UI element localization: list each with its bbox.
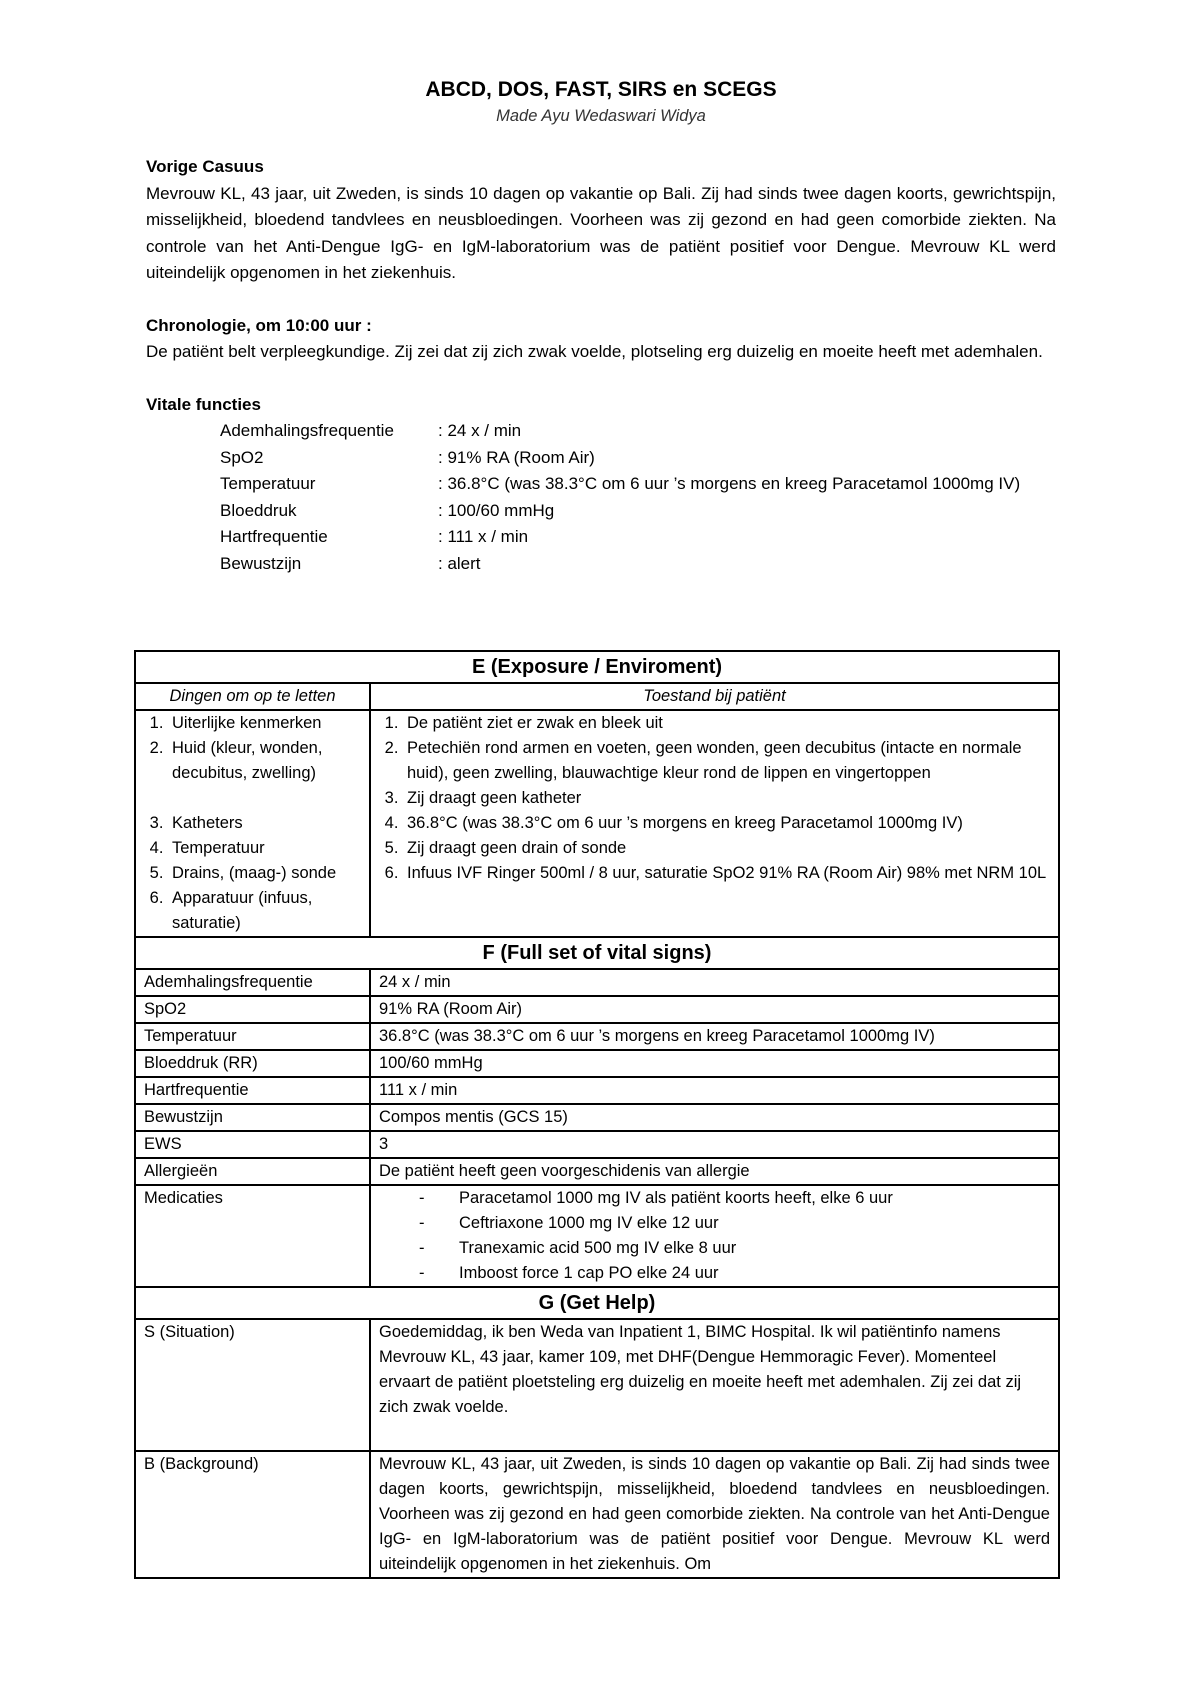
table-row <box>135 1451 1059 1578</box>
exposure-item: 1. Uiterlijke kenmerken <box>168 711 361 736</box>
vital-value: : 24 x / min <box>438 421 522 440</box>
background-text: Mevrouw KL, 43 jaar, uit Zweden, is sinds 10 dagen op vakantie op Bali. Zij had sinds twee dagen koorts, gewrichtspijn, misselijkheid, bloedend tandvlees en neusbloedingen. Voorheen was zij gezond en had geen comorbide ziekten. Na controle van het Anti-Dengue IgG- en IgM-laboratorium was de patiënt positief voor Dengue. Mevrouw KL werd uiteindelijk opgenomen in het ziekenhuis. Om <box>370 1451 1059 1578</box>
exposure-status-item: 5. Zij draagt geen drain of sonde <box>403 836 1050 861</box>
exposure-status-cell <box>370 710 1059 937</box>
document-author: Made Ayu Wedaswari Widya <box>496 107 706 125</box>
row-value: De patiënt heeft geen voorgeschidenis van allergie <box>370 1158 1059 1185</box>
exposure-item: 3. Katheters <box>168 811 361 836</box>
row-value: 24 x / min <box>370 969 1059 996</box>
row-label: SpO2 <box>135 996 370 1023</box>
vital-signs-heading: F (Full set of vital signs) <box>135 937 1059 969</box>
vital-label: Bloeddruk <box>220 500 297 520</box>
vital-label: Temperatuur <box>220 474 316 493</box>
document-body <box>146 76 1056 577</box>
row-label: Ademhalingsfrequentie <box>135 969 370 996</box>
document-title: ABCD, DOS, FAST, SIRS en SCEGS <box>425 78 777 101</box>
exposure-status-item: 2. Petechiën rond armen en voeten, geen wonden, geen decubitus (intacte en normale huid), geen zwelling, blauwachtige kleur rond de lippen en vingertoppen <box>403 736 1050 786</box>
vital-row <box>220 498 1056 525</box>
medication-item: - Ceftriaxone 1000 mg IV elke 12 uur <box>419 1211 1050 1236</box>
exposure-status-item: 6. Infuus IVF Ringer 500ml / 8 uur, saturatie SpO2 91% RA (Room Air) 98% met NRM 10L <box>403 861 1050 886</box>
row-label: Temperatuur <box>135 1023 370 1050</box>
table-row <box>135 1131 1059 1158</box>
vital-value: : alert <box>438 553 481 573</box>
row-label: EWS <box>135 1131 370 1158</box>
table-row <box>135 1185 1059 1287</box>
row-label: Hartfrequentie <box>135 1077 370 1104</box>
row-value: 36.8°C (was 38.3°C om 6 uur ’s morgens en kreeg Paracetamol 1000mg IV) <box>370 1023 1059 1050</box>
row-label: Allergieën <box>135 1158 370 1185</box>
table-row <box>135 1023 1059 1050</box>
row-value: 91% RA (Room Air) <box>370 996 1059 1023</box>
medication-item: - Tranexamic acid 500 mg IV elke 8 uur <box>419 1236 1050 1261</box>
medications-cell <box>370 1185 1059 1287</box>
vitals-heading: Vitale functies <box>146 394 261 414</box>
vital-value: : 111 x / min <box>438 527 529 546</box>
vital-row <box>220 418 1056 445</box>
chronology-text: De patiënt belt verpleegkundige. Zij zei dat zij zich zwak voelde, plotseling erg duizelig en moeite heeft met ademhalen. <box>146 342 1043 361</box>
row-value: Compos mentis (GCS 15) <box>370 1104 1059 1131</box>
table-row <box>135 1050 1059 1077</box>
table-row <box>135 1158 1059 1185</box>
vital-row <box>220 524 1056 551</box>
vital-row <box>220 471 1056 498</box>
exposure-items-cell <box>135 710 370 937</box>
situation-text: Goedemiddag, ik ben Weda van Inpatient 1, BIMC Hospital. Ik wil patiëntinfo namens Mevrouw KL, 43 jaar, kamer 109, met DHF(Dengue Hemmoragic Fever). Momenteel ervaart de patiënt ploetsteling erg duizelig en moeite heeft met ademhalen. Zij zei dat zij zich zwak voelde. <box>370 1319 1059 1451</box>
assessment-table <box>134 650 1060 1579</box>
exposure-item: 5. Drains, (maag-) sonde <box>168 861 361 886</box>
exposure-heading: E (Exposure / Enviroment) <box>135 651 1059 683</box>
exposure-status-item: 3. Zij draagt geen katheter <box>403 786 1050 811</box>
table-row <box>135 969 1059 996</box>
table-row <box>135 1319 1059 1451</box>
exposure-status <box>379 711 1050 886</box>
vital-value: : 100/60 mmHg <box>438 500 555 520</box>
row-label: Bloeddruk (RR) <box>135 1050 370 1077</box>
vital-label: SpO2 <box>220 447 264 467</box>
row-value: 100/60 mmHg <box>370 1050 1059 1077</box>
row-value: 3 <box>370 1131 1059 1158</box>
get-help-heading: G (Get Help) <box>135 1287 1059 1319</box>
medications-label: Medicaties <box>135 1185 370 1287</box>
background-label: B (Background) <box>135 1451 370 1578</box>
medication-item: - Imboost force 1 cap PO elke 24 uur <box>419 1261 1050 1286</box>
column-header-status: Toestand bij patiënt <box>370 683 1059 710</box>
table-row <box>135 996 1059 1023</box>
chronology-heading: Chronologie, om 10:00 uur : <box>146 315 372 335</box>
situation-label: S (Situation) <box>135 1319 370 1451</box>
medications-list <box>379 1186 1050 1286</box>
exposure-item: 4. Temperatuur <box>168 836 361 861</box>
exposure-item: 2. Huid (kleur, wonden, decubitus, zwelling) <box>168 736 361 786</box>
previous-case-text: Mevrouw KL, 43 jaar, uit Zweden, is sinds 10 dagen op vakantie op Bali. Zij had sinds twee dagen koorts, gewrichtspijn, misselijkheid, bloedend tandvlees en neusbloedingen. Voorheen was zij gezond en had geen comorbide ziekten. Na controle van het Anti-Dengue IgG- en IgM-laboratorium was de patiënt positief voor Dengue. Mevrouw KL werd uiteindelijk opgenomen in het ziekenhuis. <box>146 183 1056 282</box>
vital-value: : 36.8°C (was 38.3°C om 6 uur ’s morgens en kreeg Paracetamol 1000mg IV) <box>438 474 1021 493</box>
exposure-items <box>144 711 361 936</box>
exposure-status-item: 1. De patiënt ziet er zwak en bleek uit <box>403 711 1050 736</box>
vitals-list <box>220 418 1056 577</box>
column-header-points: Dingen om op te letten <box>135 683 370 710</box>
vital-row <box>220 445 1056 472</box>
row-value: 111 x / min <box>370 1077 1059 1104</box>
vital-row <box>220 551 1056 578</box>
row-label: Bewustzijn <box>135 1104 370 1131</box>
exposure-item: 6. Apparatuur (infuus, saturatie) <box>168 886 361 936</box>
vital-label: Bewustzijn <box>220 553 302 573</box>
medication-item: - Paracetamol 1000 mg IV als patiënt koorts heeft, elke 6 uur <box>419 1186 1050 1211</box>
vital-label: Hartfrequentie <box>220 527 328 546</box>
exposure-status-item: 4. 36.8°C (was 38.3°C om 6 uur ’s morgens en kreeg Paracetamol 1000mg IV) <box>403 811 1050 836</box>
previous-case-heading: Vorige Casuus <box>146 157 264 176</box>
table-row <box>135 1104 1059 1131</box>
vital-label: Ademhalingsfrequentie <box>220 421 394 440</box>
table-row <box>135 1077 1059 1104</box>
vital-value: : 91% RA (Room Air) <box>438 447 595 467</box>
